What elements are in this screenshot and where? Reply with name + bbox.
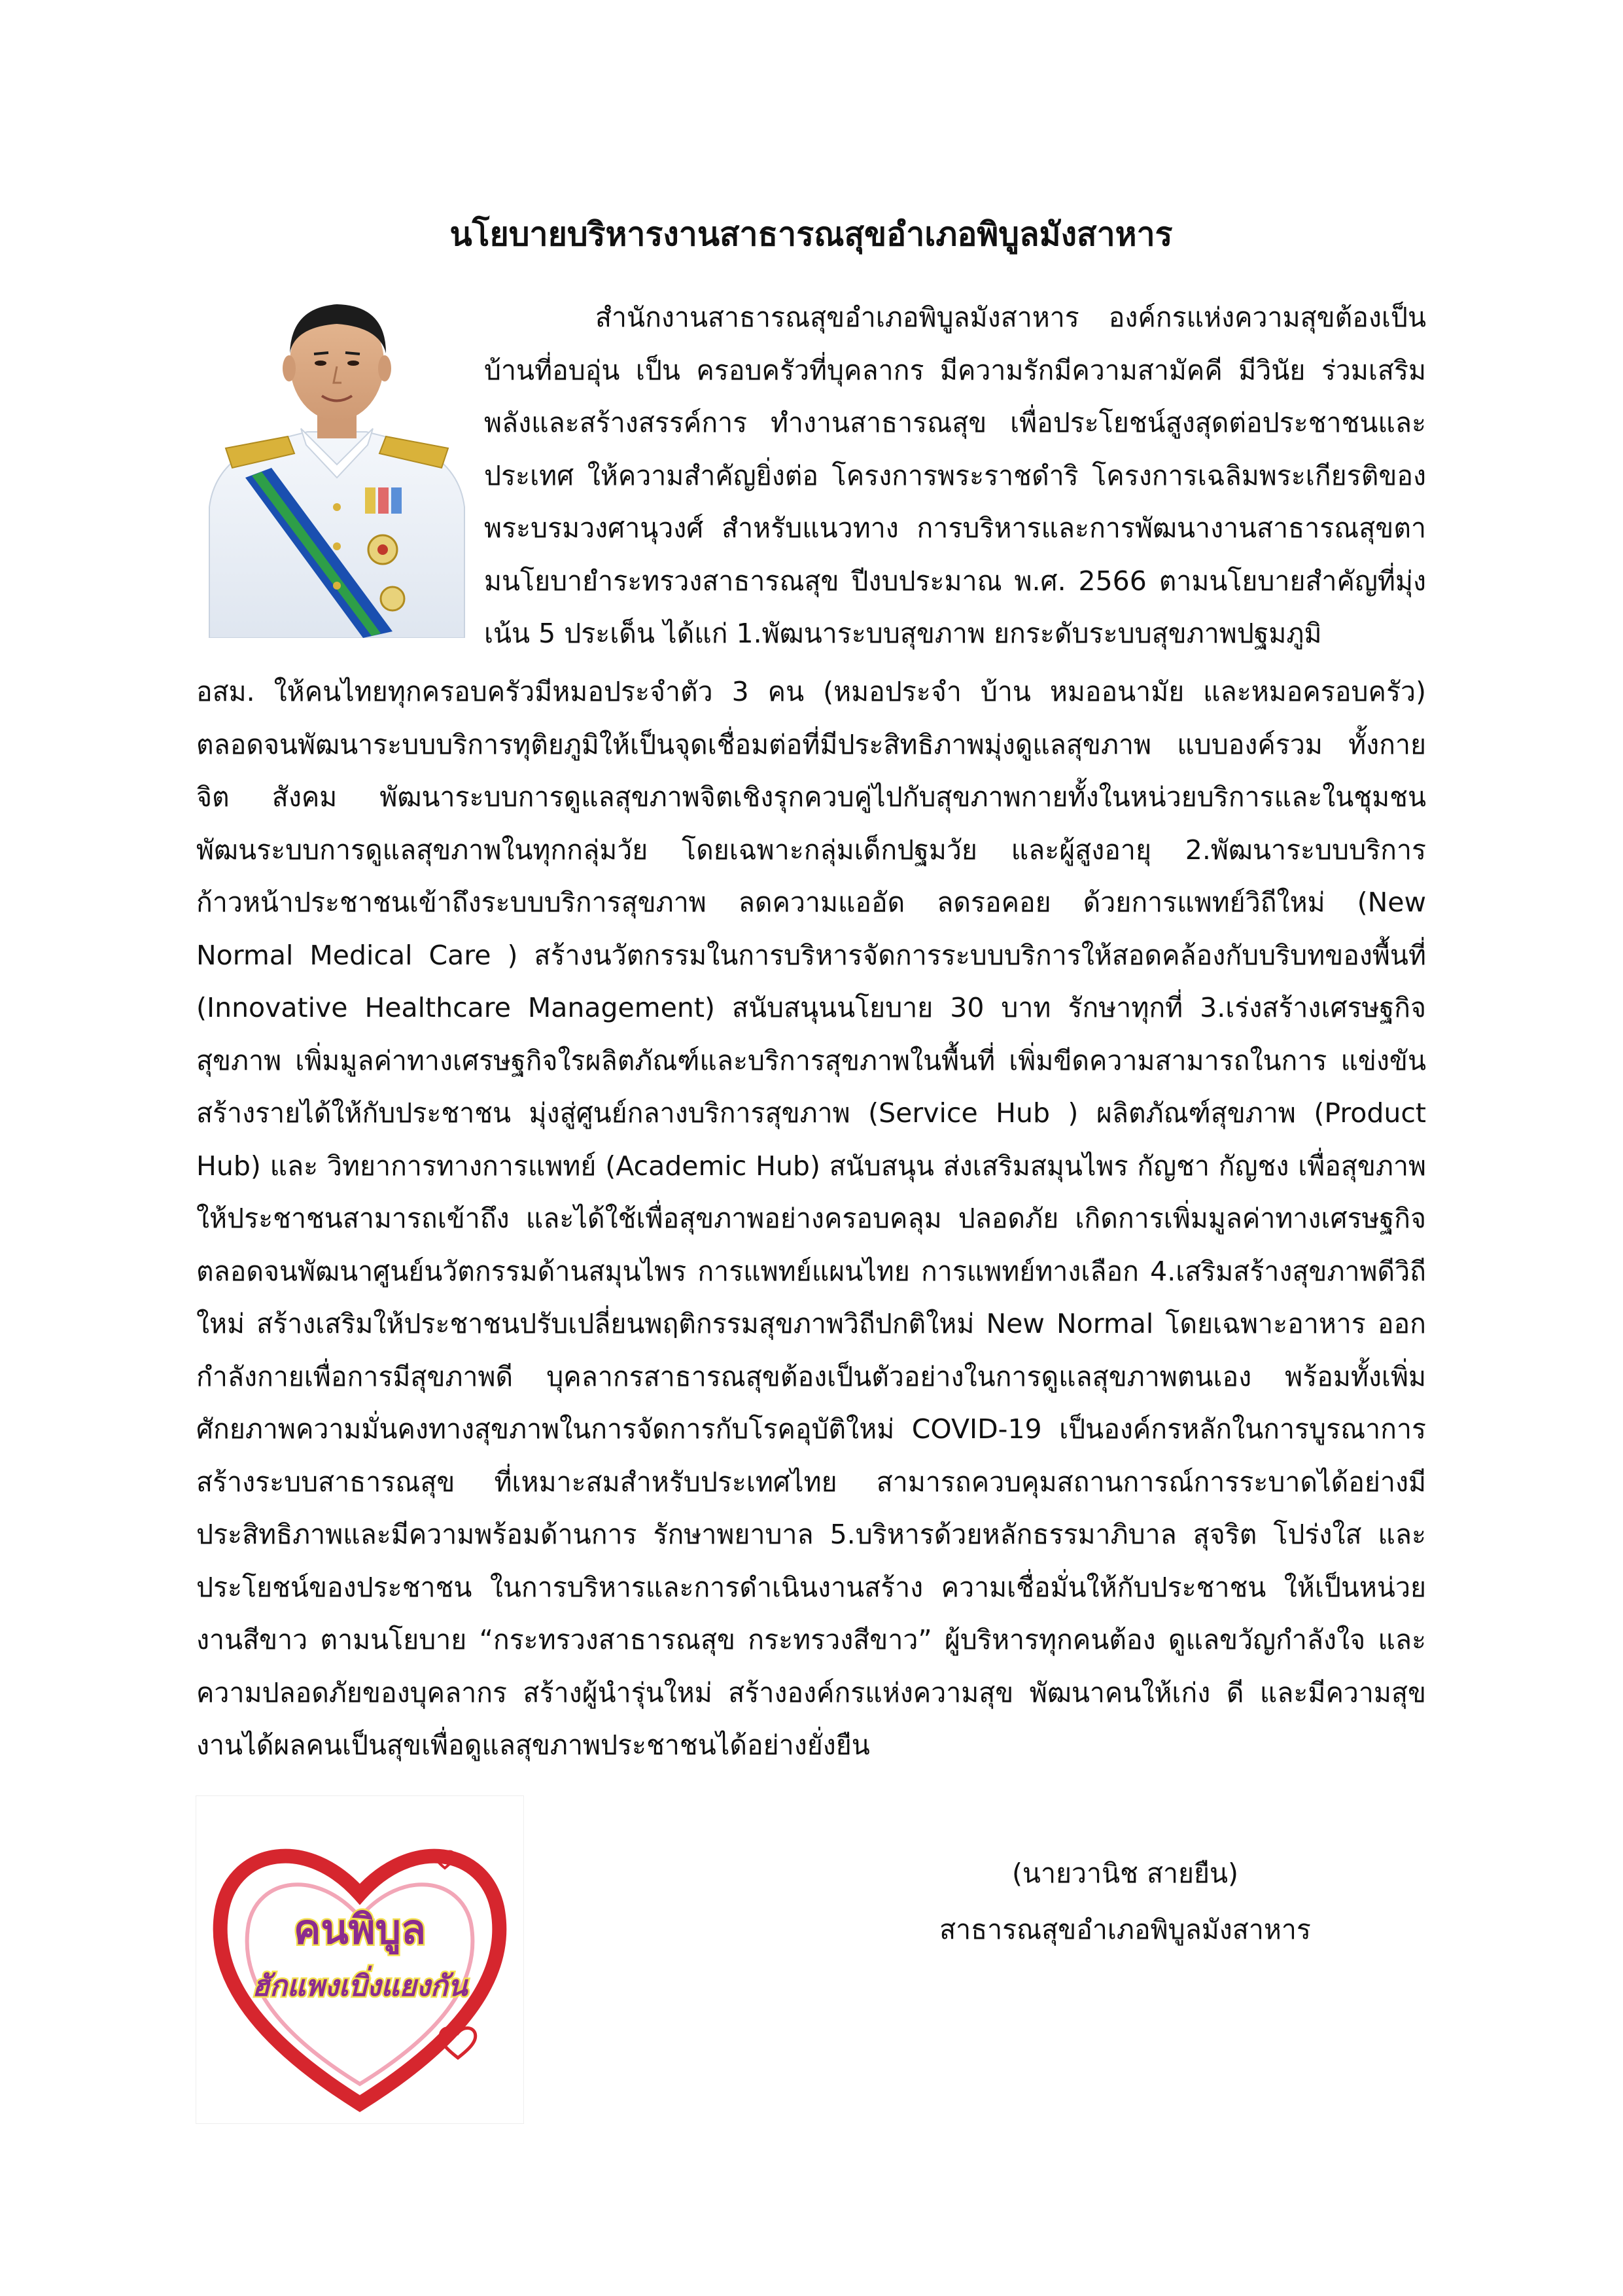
logo-image: [196, 1796, 523, 2123]
official-portrait: [196, 291, 478, 638]
page-title: นโยบายบริหารงานสาธารณสุขอำเภอพิบูลมังสาหาร: [449, 215, 1173, 253]
signatory-name: (นายวานิช สายยืน): [1011, 1858, 1239, 1889]
signature-block: [850, 1845, 1400, 1958]
kon-pibun-logo: [196, 1796, 523, 2123]
intro-paragraph: [484, 291, 1426, 665]
intro-paragraph-text: สำนักงานสาธารณสุขอำเภอพิบูลมังสาหาร องค์กรแห่งความสุขต้องเป็นบ้านที่อบอุ่น เป็น ครอบครัวที่บุคลากร มีความรักมีความสามัคคี มีวินัย ร่วมเสริมพลังและสร้างสรรค์การ ทำงานสาธารณสุข เพื่อประโยชน์สูงสุดต่อประชาชนและประเทศ ให้ความสำคัญยิ่งต่อ โครงการพระราชดำริ โครงการเฉลิมพระเกียรติของพระบรมวงศานุวงศ์ สำหรับแนวทาง การบริหารและการพัฒนางานสาธารณสุขตามนโยบายำระทรวงสาธารณสุข ปีงบประมาณ พ.ศ. 2566 ตามนโยบายสำคัญที่มุ่งเน้น 5 ประเด็น ได้แก่ 1.พัฒนาระบบสุขภาพ ยกระดับระบบสุขภาพปฐมภูมิ: [484, 302, 1426, 649]
signatory-position: สาธารณสุขอำเภอพิบูลมังสาหาร: [939, 1914, 1311, 1945]
portrait-image: [196, 291, 478, 638]
logo-line2: ฮักแพงเบิ่งแยงกัน: [252, 1969, 468, 2003]
body-paragraph: อสม. ให้คนไทยทุกครอบครัวมีหมอประจำตัว 3 คน (หมอประจำ บ้าน หมออนามัย และหมอครอบครัว) ตลอดจนพัฒนาระบบบริการทุติยภูมิให้เป็นจุดเชื่อมต่อที่มีประสิทธิภาพมุ่งดูแลสุขภาพ แบบองค์รวม ทั้งกาย จิต สังคม พัฒนาระบบการดูแลสุขภาพจิตเชิงรุกควบคู่ไปกับสุขภาพกายทั้งในหน่วยบริการและในชุมชน พัฒนระบบการดูแลสุขภาพในทุกกลุ่มวัย โดยเฉพาะกลุ่มเด็กปฐมวัย และผู้สูงอายุ 2.พัฒนาระบบบริการก้าวหน้าประชาชนเข้าถึงระบบบริการสุขภาพ ลดความแออัด ลดรอคอย ด้วยการแพทย์วิถีใหม่ (New Normal Medical Care ) สร้างนวัตกรรมในการบริหารจัดการระบบบริการให้สอดคล้องกับบริบทของพื้นที่ (Innovative Healthcare Management) สนับสนุนนโยบาย 30 บาท รักษาทุกที่ 3.เร่งสร้างเศรษฐกิจสุขภาพ เพิ่มมูลค่าทางเศรษฐกิจใรผลิตภัณฑ์และบริการสุขภาพในพื้นที่ เพิ่มขีดความสามารถในการ แข่งขัน สร้างรายได้ให้กับประชาชน มุ่งสู่ศูนย์กลางบริการสุขภาพ (Service Hub ) ผลิตภัณฑ์สุขภาพ (Product Hub) และ วิทยาการทางการแพทย์ (Academic Hub) สนับสนุน ส่งเสริมสมุนไพร กัญชา กัญชง เพื่อสุขภาพ ให้ประชาชนสามารถเข้าถึง และได้ใช้เพื่อสุขภาพอย่างครอบคลุม ปลอดภัย เกิดการเพิ่มมูลค่าทางเศรษฐกิจตลอดจนพัฒนาศูนย์นวัตกรรมด้านสมุนไพร การแพทย์แผนไทย การแพทย์ทางเลือก 4.เสริมสร้างสุขภาพดีวิถีใหม่ สร้างเสริมให้ประชาชนปรับเปลี่ยนพฤติกรรมสุขภาพวิถีปกติใหม่ New Normal โดยเฉพาะอาหาร ออกกำลังกายเพื่อการมีสุขภาพดี บุคลากรสาธารณสุขต้องเป็นตัวอย่างในการดูแลสุขภาพตนเอง พร้อมทั้งเพิ่มศักยภาพความมั่นคงทางสุขภาพในการจัดการกับโรคอุบัติใหม่ COVID-19 เป็นองค์กรหลักในการบูรณาการสร้างระบบสาธารณสุข ที่เหมาะสมสำหรับประเทศไทย สามารถควบคุมสถานการณ์การระบาดได้อย่างมีประสิทธิภาพและมีความพร้อมด้านการ รักษาพยาบาล 5.บริหารด้วยหลักธรรมาภิบาล สุจริต โปร่งใส และประโยชน์ของประชาชน ในการบริหารและการดำเนินงานสร้าง ความเชื่อมั่นให้กับประชาชน ให้เป็นหน่วยงานสีขาว ตามนโยบาย “กระทรวงสาธารณสุข กระทรวงสีขาว” ผู้บริหารทุกคนต้อง ดูแลขวัญกำลังใจ และความปลอดภัยของบุคลากร สร้างผู้นำรุ่นใหม่ สร้างองค์กรแห่งความสุข พัฒนาคนให้เก่ง ดี และมีความสุข งานได้ผลคนเป็นสุขเพื่อดูแลสุขภาพประชาชนได้อย่างยั่งยืน: [196, 676, 1426, 1761]
logo-line1: คนพิบูล: [293, 1905, 427, 1953]
